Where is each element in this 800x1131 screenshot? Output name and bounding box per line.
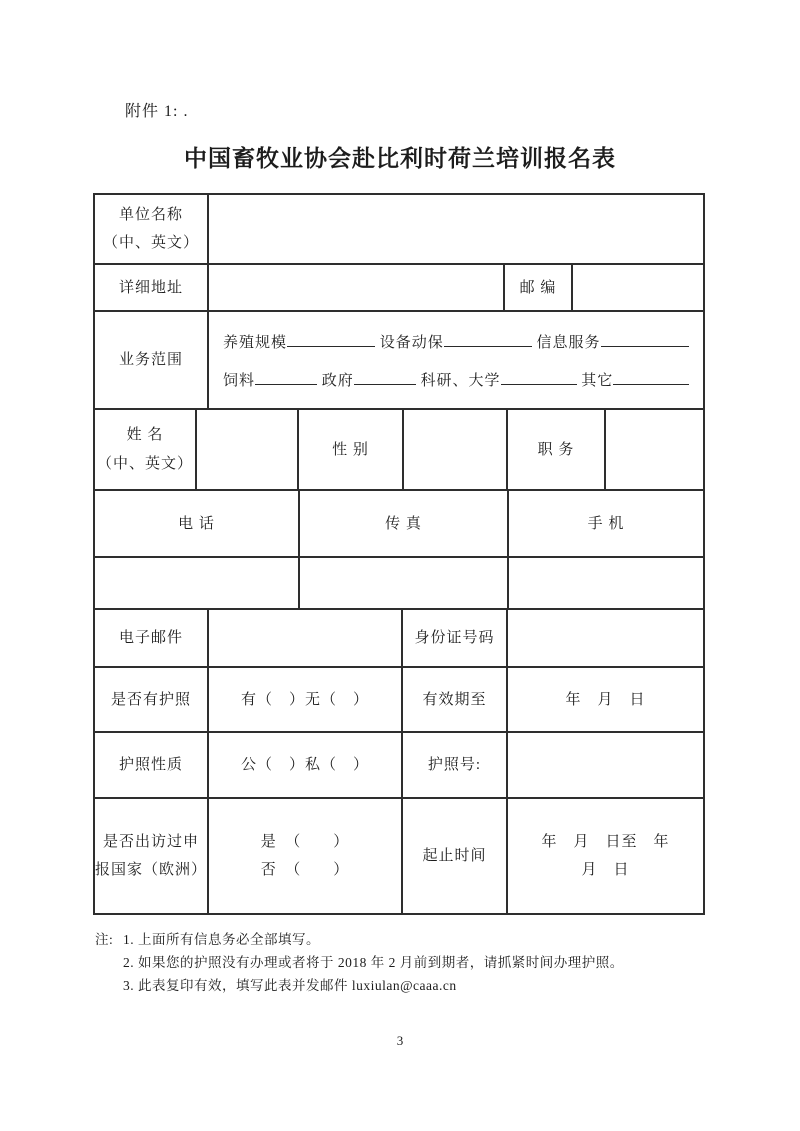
visited-option-no: 否 （ ） <box>260 862 350 878</box>
address-label: 详细地址 <box>95 265 209 310</box>
page-title: 中国畜牧业协会赴比利时荷兰培训报名表 <box>184 146 616 171</box>
table-row-contact-headers <box>95 491 703 558</box>
footnote-item-2: 2. 如果您的护照没有办理或者将于 2018 年 2 月前到期者，请抓紧时间办理护照。 <box>123 955 624 970</box>
gender-label: 性 别 <box>299 410 404 489</box>
table-row-passport-type <box>95 733 703 799</box>
passport-no-input-cell <box>508 733 703 797</box>
unit-name-label <box>95 195 209 263</box>
valid-until-label: 有效期至 <box>403 668 508 731</box>
option-equipment: 设备动保 <box>379 335 444 351</box>
email-input-cell <box>209 610 403 666</box>
footnote-prefix: 注: <box>95 932 114 947</box>
blank-line <box>501 370 577 385</box>
business-scope-line1 <box>223 324 689 362</box>
option-feed: 饲料 <box>223 373 256 389</box>
registration-form-table <box>93 193 705 915</box>
blank-line <box>601 332 689 347</box>
name-label <box>95 410 197 489</box>
footnote-item-3: 3. 此表复印有效，填写此表并发邮件 luxiulan@caaa.cn <box>123 978 457 993</box>
fax-input-cell <box>300 558 509 608</box>
table-row-passport <box>95 668 703 733</box>
email-label: 电子邮件 <box>95 610 209 666</box>
id-number-input-cell <box>508 610 703 666</box>
visited-options <box>209 799 403 913</box>
visited-label <box>95 799 209 913</box>
table-row-contact-inputs <box>95 558 703 610</box>
option-breeding-scale: 养殖规模 <box>223 335 288 351</box>
phone-label: 电 话 <box>95 491 300 556</box>
period-label: 起止时间 <box>403 799 508 913</box>
table-row-business-scope <box>95 312 703 410</box>
option-government: 政府 <box>321 373 354 389</box>
mobile-label: 手 机 <box>587 515 625 532</box>
visited-label-line1: 是否出访过申 <box>102 833 199 850</box>
unit-name-label-line2: （中、英文） <box>102 235 199 251</box>
mobile-input-cell <box>509 558 703 608</box>
option-research-university: 科研、大学 <box>420 373 501 389</box>
name-label-line1: 姓 名 <box>126 427 164 443</box>
has-passport-label: 是否有护照 <box>95 668 209 731</box>
period-date-line2: 月 日 <box>581 862 630 878</box>
gender-input-cell <box>404 410 508 489</box>
table-row-address <box>95 265 703 312</box>
business-scope-content <box>209 312 703 408</box>
blank-line <box>287 332 375 347</box>
footnotes <box>95 928 624 997</box>
business-scope-line2 <box>223 362 689 400</box>
attachment-label: 附件 1: . <box>125 103 189 120</box>
name-input-cell <box>197 410 299 489</box>
position-label: 职 务 <box>508 410 606 489</box>
visited-label-line2: 报国家（欧洲） <box>95 862 208 878</box>
passport-type-options: 公（ ）私（ ） <box>209 733 403 797</box>
footnote-item-1: 1. 上面所有信息务必全部填写。 <box>123 932 320 947</box>
business-scope-label: 业务范围 <box>95 312 209 408</box>
period-date-cell <box>508 799 703 913</box>
table-row-person <box>95 410 703 491</box>
blank-line <box>444 332 532 347</box>
phone-input-cell <box>95 558 300 608</box>
has-passport-options: 有（ ）无（ ） <box>209 668 403 731</box>
passport-no-label: 护照号: <box>403 733 508 797</box>
visited-option-yes: 是 （ ） <box>260 833 350 850</box>
postal-code-label: 邮 编 <box>505 265 573 310</box>
footnote-list <box>123 928 624 997</box>
table-row-visited <box>95 799 703 913</box>
name-label-line2: （中、英文） <box>96 455 193 472</box>
table-row-unit-name <box>95 195 703 265</box>
period-date-line1: 年 月 日至 年 <box>541 833 670 850</box>
option-info-service: 信息服务 <box>536 335 601 351</box>
address-input-cell <box>209 265 505 310</box>
page-number: 3 <box>396 1033 404 1048</box>
option-other: 其它 <box>581 373 614 389</box>
unit-name-input-cell <box>209 195 703 263</box>
unit-name-label-line1: 单位名称 <box>118 206 183 223</box>
blank-line <box>613 370 689 385</box>
blank-line <box>354 370 416 385</box>
fax-label: 传 真 <box>300 491 509 556</box>
table-row-email-id <box>95 610 703 668</box>
blank-line <box>255 370 317 385</box>
id-number-label: 身份证号码 <box>403 610 508 666</box>
postal-code-input-cell <box>573 265 703 310</box>
passport-type-label: 护照性质 <box>95 733 209 797</box>
position-input-cell <box>606 410 703 489</box>
valid-until-date-cell: 年 月 日 <box>565 691 646 708</box>
